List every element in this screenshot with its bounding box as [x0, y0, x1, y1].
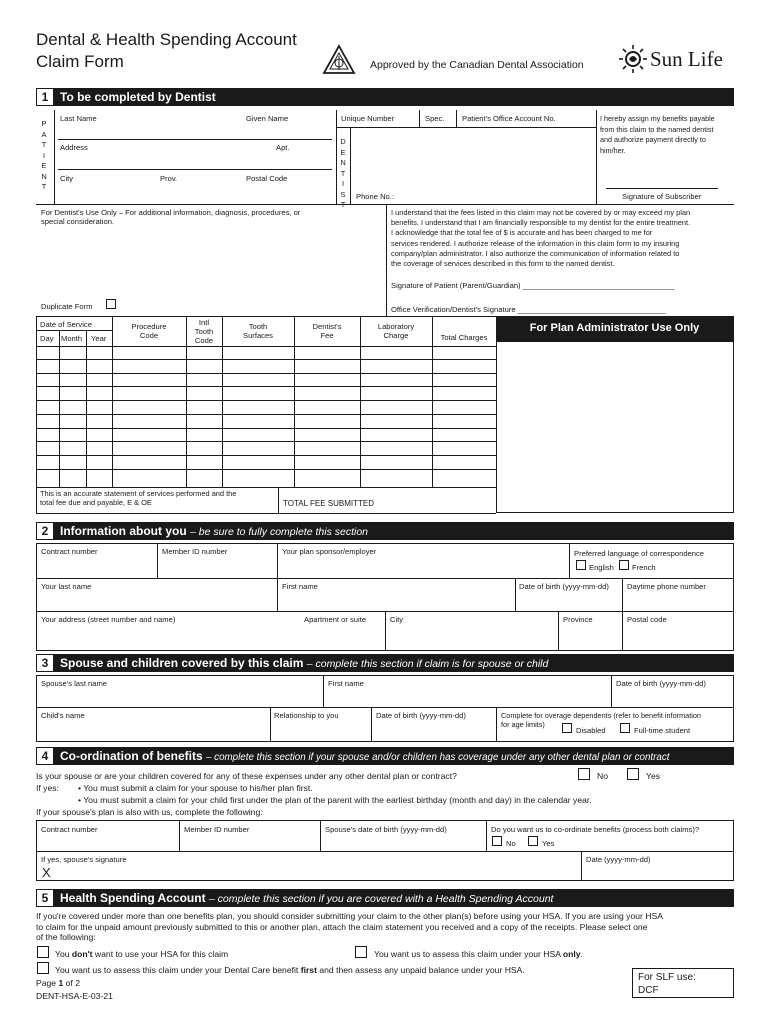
section3-header	[36, 654, 734, 672]
dentists-fee-header: Dentist's Fee	[312, 322, 342, 340]
coverage-no-label: No	[597, 771, 608, 781]
patient-signature-label[interactable]: Signature of Patient (Parent/Guardian) ____________________________________	[391, 281, 675, 290]
coordinate-no-label: No	[506, 839, 516, 848]
spouse-signature-date-label: Date (yyyy-mm-dd)	[586, 855, 651, 864]
coordinate-yes-checkbox[interactable]	[528, 836, 538, 846]
section2-title: Information about you – be sure to fully complete this section	[60, 524, 369, 538]
hsa-dont-use-checkbox[interactable]	[37, 946, 49, 958]
fulltime-student-label: Full-time student	[634, 726, 691, 735]
procedure-code-header: Procedure Code	[131, 322, 167, 340]
preferred-language-label: Preferred language of correspondence	[574, 549, 705, 558]
coverage-yes-checkbox[interactable]	[627, 768, 639, 780]
section3-title: Spouse and children covered by this claim – complete this section if claim is for spouse or child	[60, 656, 549, 670]
child-name-label: Child's name	[41, 711, 85, 720]
spouse-plan-label: If your spouse's plan is also with us, complete the following:	[36, 807, 263, 817]
page-indicator: Page 1 of 2	[36, 978, 80, 988]
unique-number-label: Unique Number	[341, 114, 395, 123]
spec-label: Spec.	[425, 114, 445, 123]
french-checkbox[interactable]	[619, 560, 629, 570]
section5-title: Health Spending Account – complete this section if you are covered with a Health Spending Account	[60, 891, 554, 905]
section2-header	[36, 522, 734, 540]
section1-title: To be completed by Dentist	[60, 90, 216, 104]
your-last-name-label: Your last name	[41, 582, 92, 591]
year-header: Year	[91, 334, 107, 343]
hsa-paragraph: If you're covered under more than one benefits plan, you should consider submitting your claim to the other plan(s) before using your HSA. If you are using your HSA to claim for the unpaid amount previously submitted to this or another plan, attach the claim statement you received and a copy of the receipts. Please select one of the following:	[36, 911, 663, 943]
french-label: French	[632, 563, 656, 572]
spouse-contract-label: Contract number	[41, 825, 98, 834]
dental-first-checkbox[interactable]	[37, 962, 49, 974]
duplicate-form-label: Duplicate Form	[41, 302, 93, 311]
coverage-yes-label: Yes	[646, 771, 661, 781]
coverage-no-checkbox[interactable]	[578, 768, 590, 780]
dental-first-label: You want us to assess this claim under your Dental Care benefit first and then assess any unpaid balance under your HSA.	[55, 965, 525, 975]
spouse-member-id-label: Member ID number	[184, 825, 250, 834]
spouse-signature-x[interactable]: X	[42, 865, 51, 880]
accurate-statement: This is an accurate statement of services performed and the total fee due and payable, E & OE	[40, 489, 237, 507]
date-of-service-header: Date of Service	[40, 320, 92, 329]
laboratory-charge-header: Laboratory Charge	[377, 322, 415, 340]
coverage-question: Is your spouse or are your children covered for any of these expenses under any other dental plan or contract?	[36, 771, 457, 781]
dob-label: Date of birth (yyyy-mm-dd)	[519, 582, 609, 591]
postal-code-label: Postal code	[627, 615, 667, 624]
section4-header	[36, 747, 734, 765]
contract-number-label: Contract number	[41, 547, 98, 556]
plan-admin-box	[496, 316, 734, 513]
section3-number: 3	[37, 655, 53, 671]
section5-subtitle: – complete this section if you are covered with a Health Spending Account	[208, 893, 554, 905]
apartment-label: Apartment or suite	[304, 615, 367, 624]
coordinate-question: Do you want us to co-ordinate benefits (process both claims)?	[491, 825, 700, 834]
patient-office-account-label: Patient's Office Account No.	[462, 114, 556, 123]
patient-vertical-label: P A T I E N T	[41, 119, 47, 191]
member-id-label: Member ID number	[162, 547, 228, 556]
child-dob-label: Date of birth (yyyy-mm-dd)	[376, 711, 466, 720]
month-header: Month	[61, 334, 83, 343]
approved-by-cda: Approved by the Canadian Dental Association	[370, 59, 584, 71]
section3-subtitle: – complete this section if claim is for spouse or child	[306, 658, 549, 670]
hsa-only-label: You want us to assess this claim under your HSA only.	[374, 949, 583, 959]
spouse-dob-cob-label: Spouse's date of birth (yyyy-mm-dd)	[325, 825, 447, 834]
section1-header	[36, 88, 734, 106]
patient-apt-label: Apt.	[276, 143, 290, 152]
coordinate-no-checkbox[interactable]	[492, 836, 502, 846]
section4-subtitle: – complete this section if your spouse and/or children has coverage under any other dental plan or contract	[206, 752, 670, 763]
section4-number: 4	[37, 748, 53, 764]
section2-subtitle: – be sure to fully complete this section	[190, 526, 369, 538]
patient-address-label: Address	[60, 143, 88, 152]
section5-header	[36, 889, 734, 907]
english-checkbox[interactable]	[576, 560, 586, 570]
total-fee-submitted-label: TOTAL FEE SUBMITTED	[283, 499, 374, 508]
dentist-phone-label: Phone No.:	[356, 192, 394, 201]
section1-number: 1	[37, 89, 53, 105]
plan-sponsor-label: Your plan sponsor/employer	[282, 547, 377, 556]
form-title-line1: Dental & Health Spending Account	[36, 30, 297, 49]
if-yes-label: If yes:	[36, 783, 59, 793]
slf-use-label: For SLF use:	[638, 972, 696, 983]
overage-label: Complete for overage dependents (refer to benefit information for age limits)	[501, 711, 701, 729]
office-verification-label[interactable]: Office Verification/Dentist's Signature ___________________________________	[391, 305, 666, 314]
city-label: City	[390, 615, 404, 624]
patient-prov-label: Prov.	[160, 174, 178, 183]
cda-logo-icon	[322, 44, 356, 76]
patient-last-name-label: Last Name	[60, 114, 97, 123]
patient-address-line[interactable]	[58, 169, 332, 170]
patient-postal-label: Postal Code	[246, 174, 288, 183]
total-charges-header: Total Charges	[440, 333, 488, 342]
spouse-first-name-label: First name	[328, 679, 364, 688]
spouse-dob-label: Date of birth (yyyy-mm-dd)	[616, 679, 706, 688]
form-title-line2: Claim Form	[36, 52, 124, 71]
fulltime-student-checkbox[interactable]	[620, 723, 630, 733]
dentist-vertical-label: D E N T I S T	[340, 137, 346, 209]
patient-name-line[interactable]	[58, 139, 332, 140]
patient-city-label: City	[60, 174, 74, 183]
tooth-surfaces-header: Tooth Surfaces	[243, 322, 273, 340]
daytime-phone-label: Daytime phone number	[627, 582, 706, 591]
day-header: Day	[40, 334, 54, 343]
dcf-label: DCF	[638, 985, 659, 996]
hsa-only-checkbox[interactable]	[355, 946, 367, 958]
bullet-child: • You must submit a claim for your child first under the plan of the parent with the earliest birthday (month and day) in the calendar year.	[78, 795, 592, 805]
plan-admin-label: For Plan Administrator Use Only	[529, 322, 700, 334]
bullet-spouse: • You must submit a claim for your spouse to his/her plan first.	[78, 783, 313, 793]
first-name-label: First name	[282, 582, 318, 591]
hsa-dont-use-label: You don't want to use your HSA for this claim	[55, 949, 229, 959]
spouse-signature-label: If yes, spouse's signature	[41, 855, 127, 864]
province-label: Province	[563, 615, 593, 624]
english-label: English	[589, 563, 614, 572]
sun-life-logo-icon	[618, 43, 648, 75]
section4-title: Co-ordination of benefits – complete this section if your spouse and/or children has coverage under any other dental plan or contract	[60, 749, 670, 763]
spouse-last-name-label: Spouse's last name	[41, 679, 108, 688]
patient-understanding-text: I understand that the fees listed in this claim may not be covered by or may exceed my plan benefits. I understand that I am financially responsible to my dentist for the entire treatment. I acknowledge that the total fee of $ is accurate and has been charged to me for services rendered. I authorize release of the information in this claim form to my insuring company/plan administrator. I also authorize the communication of information related to the coverage of services described in this form to the named dentist.	[391, 208, 691, 269]
subscriber-signature-label: Signature of Subscriber	[622, 192, 702, 201]
coordinate-yes-label: Yes	[542, 839, 555, 848]
disabled-label: Disabled	[576, 726, 606, 735]
relationship-label: Relationship to you	[274, 711, 339, 720]
sun-life-brand: Sun Life	[650, 47, 723, 71]
duplicate-form-checkbox[interactable]	[106, 299, 116, 309]
assign-text: I hereby assign my benefits payable from this claim to the named dentist and authorize payment directly to him/her.	[600, 114, 715, 155]
section2-number: 2	[37, 523, 53, 539]
intl-tooth-code-header: Intl Tooth Code	[194, 318, 214, 345]
address-label: Your address (street number and name)	[41, 615, 176, 624]
dentist-use-label: For Dentist's Use Only – For additional information, diagnosis, procedures, or special consideration.	[41, 208, 301, 226]
disabled-checkbox[interactable]	[562, 723, 572, 733]
patient-given-name-label: Given Name	[246, 114, 289, 123]
form-code: DENT-HSA-E-03-21	[36, 991, 113, 1001]
subscriber-signature-line[interactable]	[606, 188, 718, 189]
section5-number: 5	[37, 890, 53, 906]
